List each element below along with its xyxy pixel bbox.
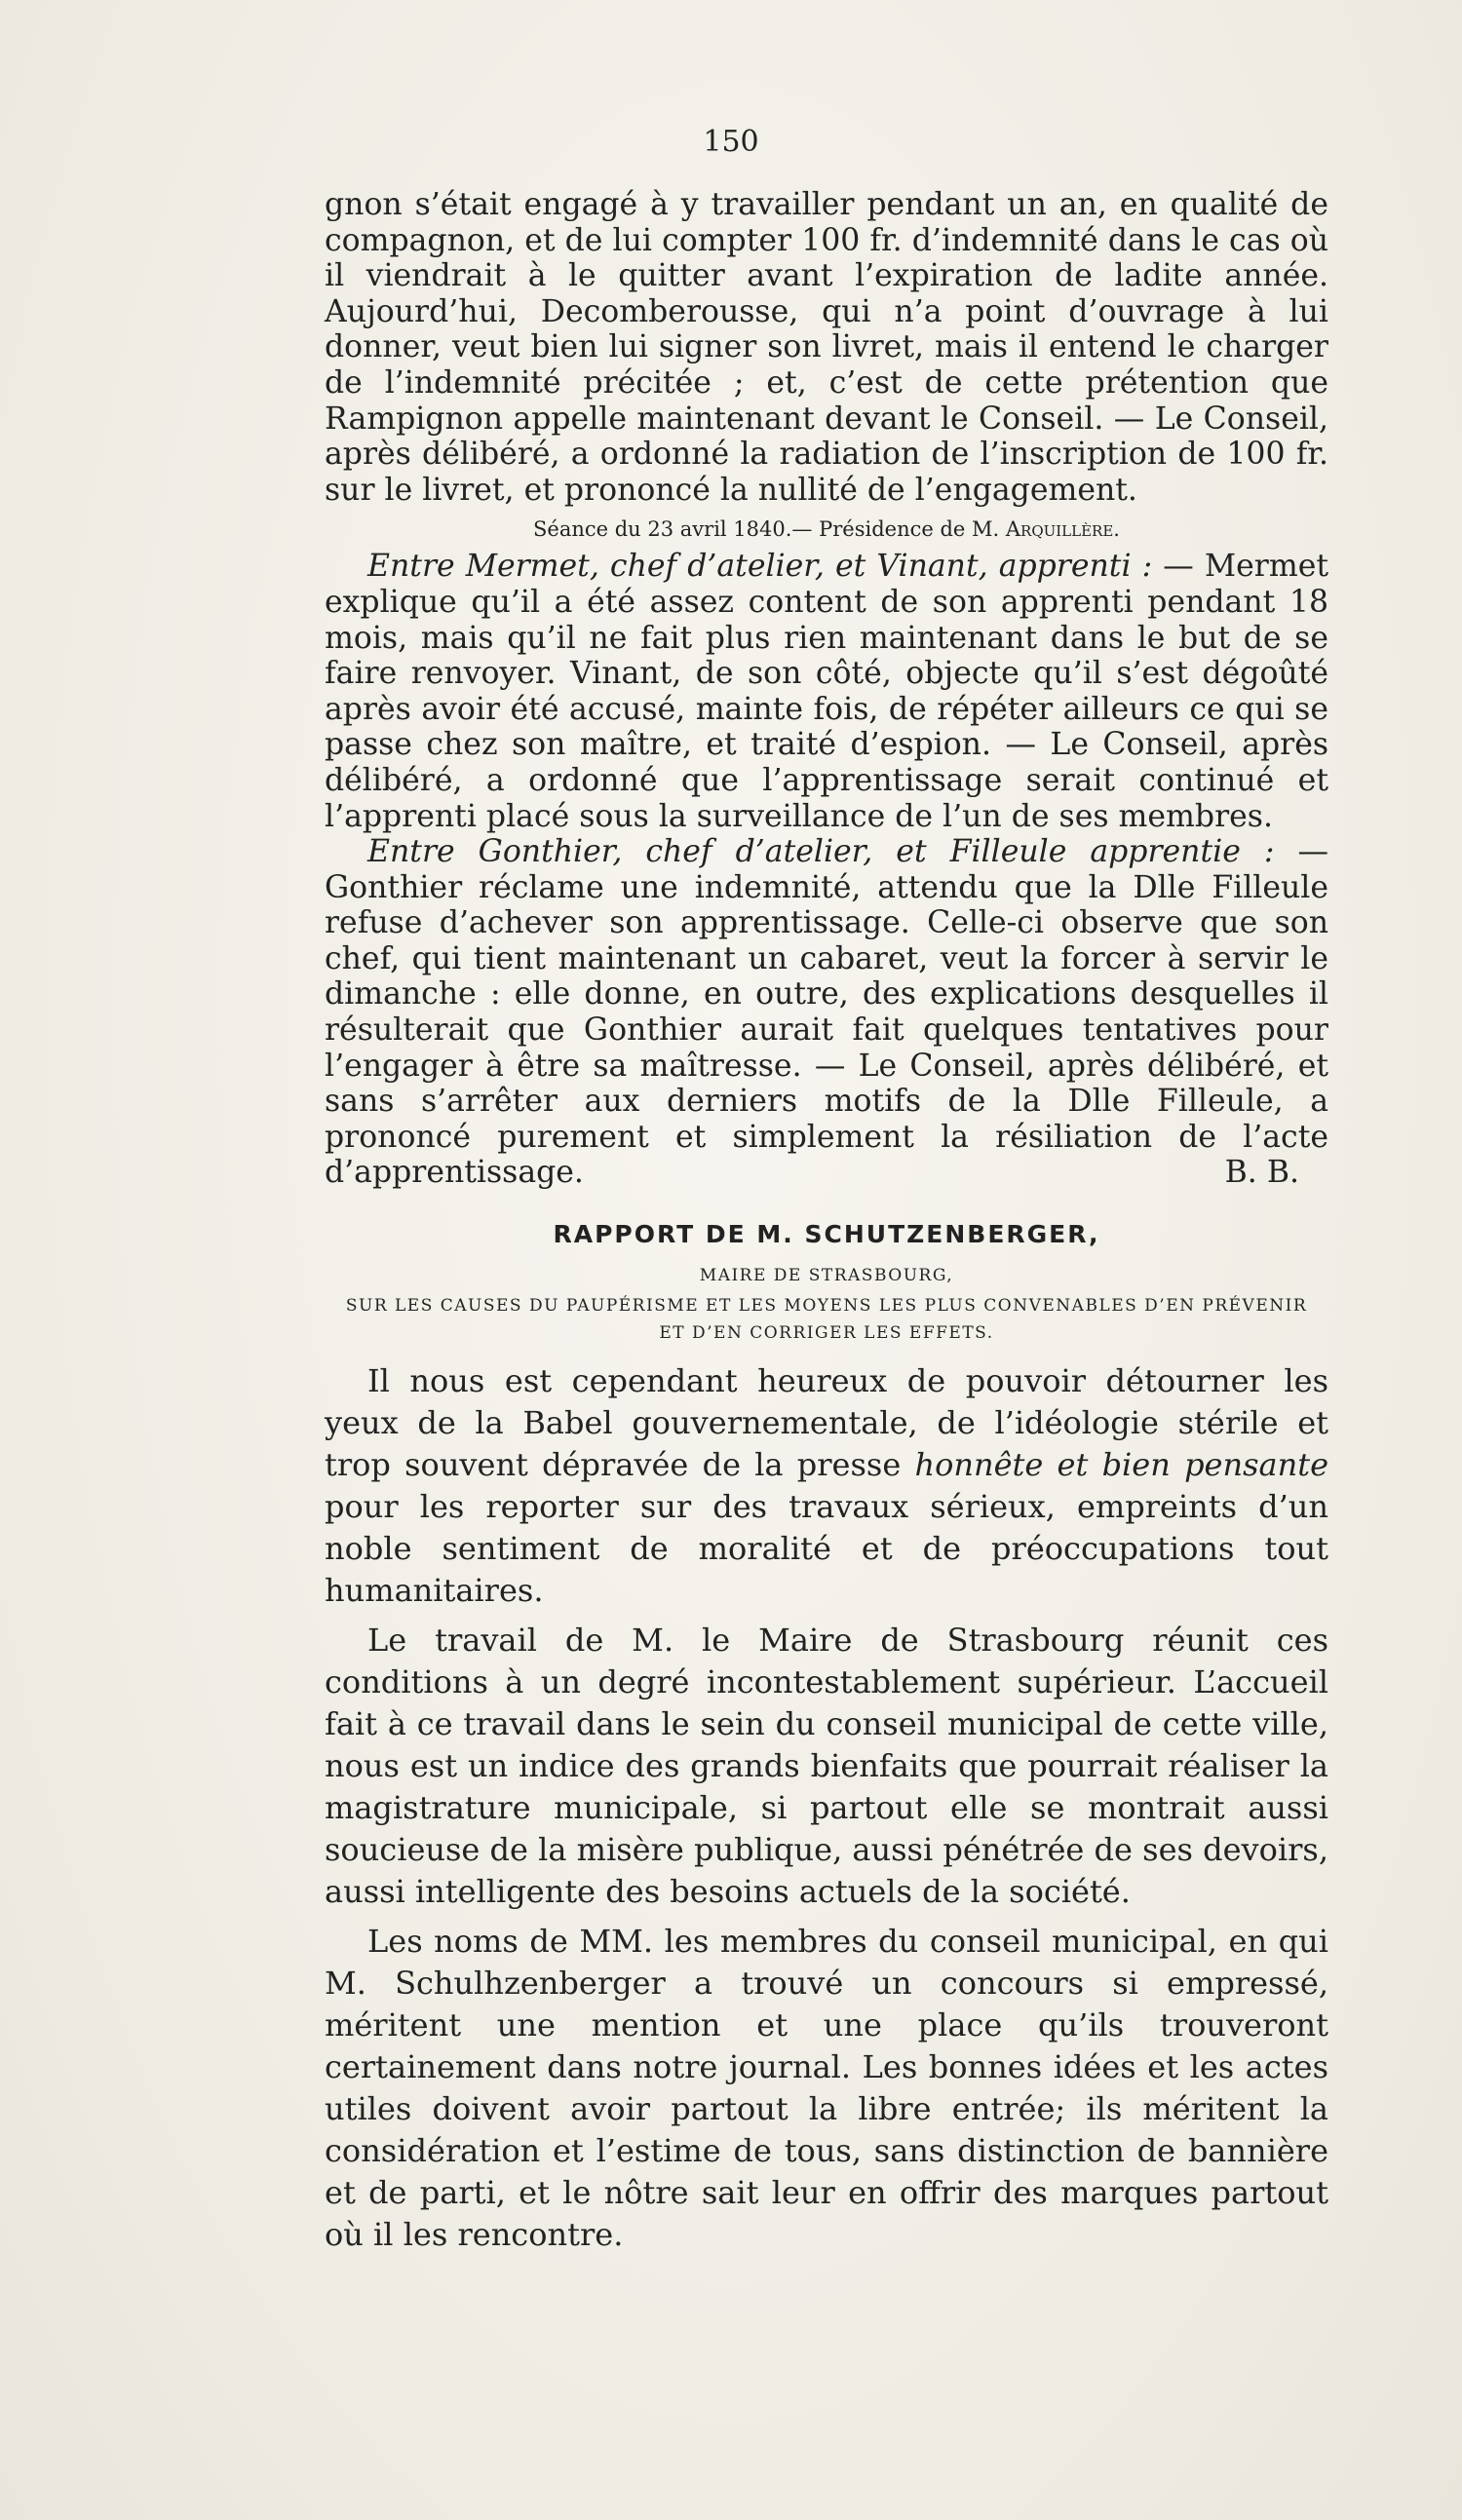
case-text-gonthier: — Gonthier réclame une indemnité, attendu que la Dlle Filleule refuse d’achever son apprentissage. Celle-ci observe que son chef, qui tient maintenant un cabaret, veut la forcer à servir le dimanche : elle donne, en outre, des explications desquelles il résulterait que Gonthier aurait fait quelques tentatives pour l’engager à être sa maîtresse. — Le Conseil, après délibéré, et sans s’arrêter aux derniers motifs de la Dlle Filleule, a prononcé purement et simplement la résiliation de l’acte d’apprentissage. — [325, 834, 1328, 1191]
case-text-mermet: — Mermet explique qu’il a été assez content de son apprenti pendant 18 mois, mais qu’il ne fait plus rien maintenant dans le but de se faire renvoyer. Vinant, de son côté, objecte qu’il s’est dégoûté après avoir été accusé, mainte fois, de répéter ailleurs ce qui se passe chez son maître, et traité d’espion. — Le Conseil, après délibéré, a ordonné que l’apprentissage serait continué et l’apprenti placé sous la surveillance de l’un de ses membres. — [325, 549, 1328, 834]
rapport-maire: MAIRE DE STRASBOURG, — [699, 1266, 954, 1286]
case-title-mermet: Entre Mermet, chef d’atelier, et Vinant, apprenti : — [367, 549, 1153, 585]
court-reports — [325, 187, 1328, 1191]
main-column — [325, 187, 1328, 2256]
paragraph-mermet — [325, 549, 1328, 834]
page-number: 150 — [703, 125, 759, 159]
paragraph-rampignon: gnon s’était engagé à y travailler pendant un an, en qualité de compagnon, et de lui compter 100 fr. d’indemnité dans le cas où il viendrait à le quitter avant l’expiration de ladite année. Aujourd’hui, Decomberousse, qui n’a point d’ouvrage à lui donner, veut bien lui signer son livret, mais il entend le charger de l’indemnité précitée ; et, c’est de cette prétention que Rampignon appelle maintenant devant le Conseil. — Le Conseil, après délibéré, a ordonné la radiation de l’inscription de 100 fr. sur le livret, et prononcé la nullité de l’engagement. — [325, 187, 1328, 508]
rapport-subtitle-2: ET D’EN CORRIGER LES EFFETS. — [659, 1323, 994, 1344]
rapport-body — [325, 1360, 1328, 2256]
seance-president: Arquillère. — [1005, 517, 1120, 542]
signature: B. B. — [1224, 1155, 1299, 1191]
case-title-gonthier: Entre Gonthier, chef d’atelier, et Filleule apprentie : — [367, 834, 1275, 870]
rapport-paragraph-1 — [325, 1360, 1328, 1612]
rapport-p1-start: Il nous est cependant heureux de pouvoir détourner les yeux de la Babel gouvernementale, de l’idéologie stérile et trop souvent dépravée de la presse — [325, 1362, 1328, 1484]
rapport-p1-end: pour les reporter sur des travaux sérieux, empreints d’un noble sentiment de moralité et de préoccupations tout humanitaires. — [325, 1488, 1328, 1610]
rapport-p1-italic: honnête et bien pensante — [914, 1446, 1329, 1484]
paragraph-gonthier — [325, 834, 1328, 1191]
rapport-paragraph-2: Le travail de M. le Maire de Strasbourg réunit ces conditions à un degré incontestablement supérieur. L’accueil fait à ce travail dans le sein du conseil municipal de cette ville, nous est un indice des grands bienfaits que pourrait réaliser la magistrature municipale, si partout elle se montrait aussi soucieuse de la misère publique, aussi pénétrée de ses devoirs, aussi intelligente des besoins actuels de la société. — [325, 1622, 1328, 1911]
rapport-subtitle-1: SUR LES CAUSES DU PAUPÉRISME ET LES MOYENS LES PLUS CONVENABLES D’EN PRÉVENIR — [345, 1296, 1308, 1317]
rapport-paragraph-3: Les noms de MM. les membres du conseil municipal, en qui M. Schulhzenberger a trouvé un concours si empressé, méritent une mention et une place qu’ils trouveront certainement dans notre journal. Les bonnes idées et les actes utiles doivent avoir partout la libre entrée; ils méritent la considération et l’estime de tous, sans distinction de bannière et de parti, et le nôtre sait leur en offrir des marques partout où il les rencontre. — [325, 1923, 1328, 2254]
seance-date: Séance du 23 avril 1840.— Présidence de M. — [533, 517, 1006, 542]
seance-heading — [325, 515, 1328, 543]
rapport-title: RAPPORT DE M. SCHUTZENBERGER, — [553, 1220, 1100, 1249]
